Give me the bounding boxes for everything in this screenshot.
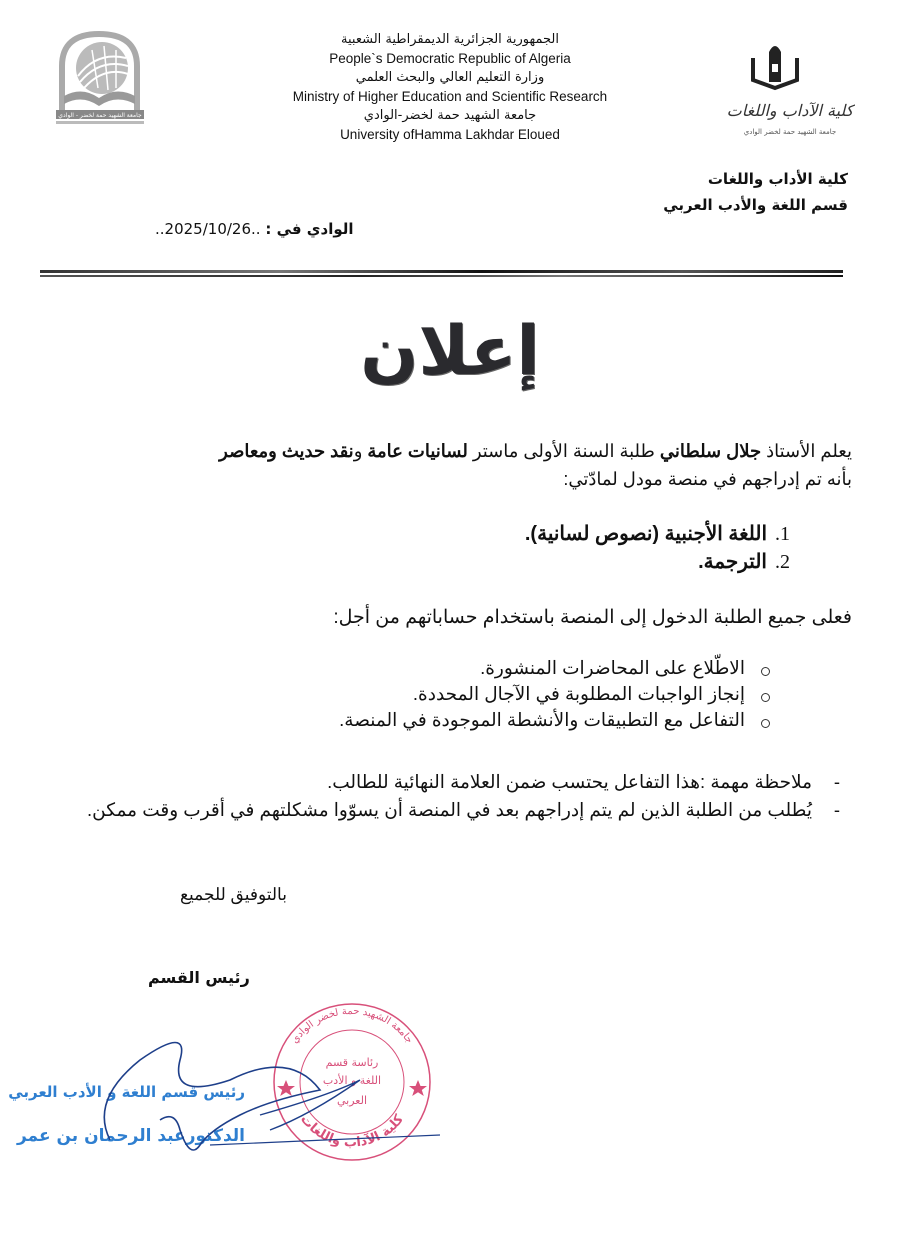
stamp-outer-top: جامعة الشهيد حمة لخضر الوادي [289, 1005, 415, 1046]
country-english: People`s Democratic Republic of Algeria [329, 51, 571, 66]
purpose-item [339, 681, 770, 707]
note-item [60, 796, 840, 824]
logo-caption: جامعة الشهيد حمة لخضر - الوادي [58, 112, 142, 119]
faculty-block [663, 165, 848, 217]
purpose-text: الاطّلاع على المحاضرات المنشورة. [480, 657, 745, 678]
subject-item [525, 548, 790, 576]
header-divider [40, 270, 843, 277]
date-value: ..2025/10/26.. [155, 220, 261, 238]
stamp-star-icon [277, 1080, 295, 1096]
purposes-list [339, 655, 770, 733]
faculty-name: كلية الأداب واللغات [707, 170, 848, 188]
country-arabic: الجمهورية الجزائرية الديمقراطية الشعبية [341, 32, 559, 47]
faculty-logo-subcaption: جامعة الشهيد حمة لخضر الوادي [743, 128, 837, 136]
notes-list [60, 768, 840, 824]
note-item [60, 768, 840, 796]
department-name: قسم اللغة والأدب العربي [663, 196, 848, 214]
dash-bullet-icon: - [833, 799, 840, 820]
subject-number: 1. [775, 523, 790, 545]
official-stamp [262, 1000, 442, 1165]
intro-line-1 [32, 437, 852, 465]
intro-text-mid: طلبة السنة الأولى ماستر [467, 441, 660, 461]
bullet-circle-icon [761, 719, 770, 728]
letterhead [250, 30, 650, 144]
subject-item [525, 520, 790, 548]
stamp-star-icon [409, 1080, 427, 1096]
university-logo [42, 26, 157, 128]
announcement-title: إعلان [360, 312, 540, 391]
intro-line-2: بأنه تم إدراجهم في منصة مودل لمادّتي: [563, 469, 852, 489]
dash-bullet-icon: - [833, 771, 840, 792]
note-text: ملاحظة مهمة :هذا التفاعل يحتسب ضمن العلامة النهائية للطالب. [327, 771, 812, 792]
subject-text: اللغة الأجنبية (نصوص لسانية). [524, 523, 767, 545]
purpose-text: التفاعل مع التطبيقات والأنشطة الموجودة في المنصة. [339, 709, 745, 730]
instruction-text: فعلى جميع الطلبة الدخول إلى المنصة باستخدام حساباتهم من أجل: [333, 607, 852, 628]
date-label: الوادي في : [265, 220, 354, 238]
specialty-2: نقد حديث ومعاصر [219, 441, 354, 461]
intro-text-and: و [353, 441, 368, 461]
purpose-item [339, 707, 770, 733]
stamp-center-3: العربي [336, 1094, 368, 1107]
subject-number: 2. [775, 551, 790, 573]
purpose-item [339, 655, 770, 681]
university-english: University ofHamma Lakhdar Eloued [340, 127, 560, 142]
bullet-circle-icon [761, 693, 770, 702]
subject-text: الترجمة. [698, 551, 767, 573]
teacher-name: جلال سلطاني [659, 441, 762, 461]
faculty-logo [725, 38, 855, 143]
stamp-center-1: رئاسة قسم [325, 1056, 379, 1069]
date-line [155, 220, 354, 238]
faculty-logo-calligraphy: كلية الآداب واللغات [726, 101, 854, 120]
intro-text-start: يعلم الأستاذ [761, 441, 852, 461]
bullet-circle-icon [761, 667, 770, 676]
signature-name: الدكتورعبد الرحمان بن عمر [16, 1126, 245, 1146]
ministry-arabic: وزارة التعليم العالي والبحث العلمي [355, 70, 545, 85]
note-text: يُطلب من الطلبة الذين لم يتم إدراجهم بعد في المنصة أن يسوّوا مشكلتهم في أقرب وقت ممكن. [87, 799, 812, 820]
subjects-list [525, 520, 790, 576]
stamp-outer-bottom: كلية الآداب واللغات [297, 1111, 407, 1151]
university-arabic: جامعة الشهيد حمة لخضر-الوادي [363, 108, 537, 123]
signatory-title: رئيس القسم [148, 968, 250, 987]
signature-title: رئيس قسم اللغة و الأدب العربي [8, 1083, 245, 1101]
closing-wish: بالتوفيق للجميع [180, 885, 287, 904]
announcement-intro [32, 437, 852, 493]
purpose-text: إنجاز الواجبات المطلوبة في الآجال المحددة. [412, 683, 745, 704]
stamp-center-2: اللغة و الأدب [322, 1074, 382, 1087]
ministry-english: Ministry of Higher Education and Scientific Research [292, 89, 608, 104]
specialty-1: لسانيات عامة [367, 441, 468, 461]
